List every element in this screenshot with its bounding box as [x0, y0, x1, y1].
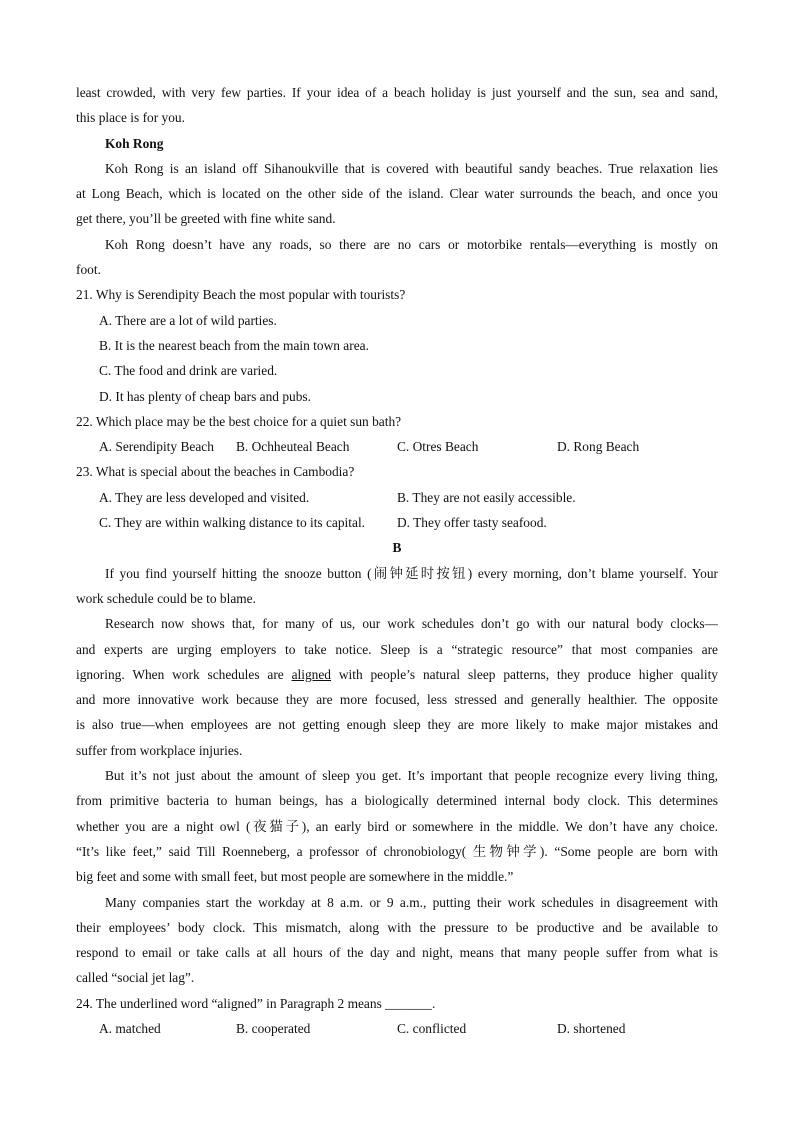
paragraph-line: and more innovative work because they are more focused, less stressed and generally healthier. The opposite — [76, 692, 718, 708]
paragraph-line: “It’s like feet,” said Till Roenneberg, a professor of chronobiology( 生物钟学). “Some people are born with — [76, 843, 718, 859]
paragraph-line: is also true—when employees are not getting enough sleep they are more likely to make major mistakes and — [76, 717, 718, 733]
question-22-options — [76, 434, 718, 459]
question-23-option-a: A. They are less developed and visited. — [99, 489, 310, 505]
paragraph-line: respond to email or take calls at all hours of the day and night, means that many people suffer from what is — [76, 945, 718, 961]
question-24-options — [76, 1016, 718, 1041]
question-24-stem: 24. The underlined word “aligned” in Paragraph 2 means _______. — [76, 995, 436, 1011]
question-24-option-d: D. shortened — [557, 1020, 626, 1036]
question-23-option-c: C. They are within walking distance to its capital. — [99, 515, 366, 531]
passage-a-line: least crowded, with very few parties. If your idea of a beach holiday is just yourself and the sun, sea and sand, — [76, 85, 718, 100]
question-24-option-b: B. cooperated — [236, 1020, 311, 1036]
question-21-stem: 21. Why is Serendipity Beach the most popular with tourists? — [76, 287, 406, 303]
paragraph-line: Many companies start the workday at 8 a.m. or 9 a.m., putting their work schedules in disagreement with — [105, 894, 718, 910]
question-22-option-a: A. Serendipity Beach — [99, 439, 214, 455]
question-22-option-c: C. Otres Beach — [397, 439, 479, 455]
question-24-option-a: A. matched — [99, 1020, 161, 1036]
paragraph-line: Koh Rong is an island off Sihanoukville that is covered with beautiful sandy beaches. True relaxation lies — [105, 160, 718, 176]
paragraph-line: But it’s not just about the amount of sleep you get. It’s important that people recognize every living thing, — [105, 768, 718, 784]
question-22-option-d: D. Rong Beach — [557, 439, 640, 455]
question-22-stem: 22. Which place may be the best choice for a quiet sun bath? — [76, 413, 402, 429]
paragraph-line: called “social jet lag”. — [76, 970, 195, 986]
paragraph-line: Research now shows that, for many of us, our work schedules don’t go with our natural body clocks— — [105, 616, 718, 632]
paragraph-line: work schedule could be to blame. — [76, 590, 256, 606]
paragraph-line: If you find yourself hitting the snooze button (闹钟延时按钮) every morning, don’t blame yourself. Your — [105, 565, 718, 581]
paragraph-line: get there, you’ll be greeted with fine white sand. — [76, 211, 336, 227]
paragraph-line: big feet and some with small feet, but most people are somewhere in the middle.” — [76, 869, 514, 885]
text-segment: with people’s natural sleep patterns, they produce higher quality — [331, 666, 718, 682]
question-21-option-d: D. It has plenty of cheap bars and pubs. — [99, 388, 311, 404]
paragraph-line: whether you are a night owl (夜猫子), an early bird or somewhere in the middle. We don’t have any choice. — [76, 818, 718, 834]
question-21-option-b: B. It is the nearest beach from the main town area. — [99, 337, 369, 353]
paragraph-line: their employees’ body clock. This mismatch, along with the pressure to be productive and be available to — [76, 919, 718, 935]
exam-page — [76, 80, 718, 1041]
paragraph-line — [76, 662, 718, 687]
text-segment: ignoring. When work schedules are — [76, 666, 292, 682]
underlined-word-aligned: aligned — [291, 666, 331, 682]
paragraph-line: foot. — [76, 262, 101, 278]
paragraph-line: and experts are urging employers to take notice. Sleep is a “strategic resource” that most companies are — [76, 641, 718, 657]
question-21-option-a: A. There are a lot of wild parties. — [99, 312, 277, 328]
question-23-option-d: D. They offer tasty seafood. — [397, 515, 547, 531]
paragraph-line: suffer from workplace injuries. — [76, 742, 243, 758]
passage-a-line: this place is for you. — [76, 110, 185, 126]
question-22-option-b: B. Ochheuteal Beach — [236, 439, 350, 455]
question-23-option-b: B. They are not easily accessible. — [397, 489, 576, 505]
question-24-option-c: C. conflicted — [397, 1020, 467, 1036]
question-23-stem: 23. What is special about the beaches in Cambodia? — [76, 464, 355, 480]
question-23-options-row-2 — [76, 510, 718, 535]
paragraph-line: from primitive bacteria to human beings, has a biologically determined internal body clock. This determines — [76, 793, 718, 809]
section-b-title: B — [392, 540, 402, 556]
paragraph-line: Koh Rong doesn’t have any roads, so there are no cars or motorbike rentals—everything is mostly on — [105, 236, 718, 252]
question-21-option-c: C. The food and drink are varied. — [99, 363, 278, 379]
paragraph-line: at Long Beach, which is located on the other side of the island. Clear water surrounds the beach, and once you — [76, 186, 718, 202]
section-heading-koh-rong: Koh Rong — [105, 135, 164, 151]
question-23-options-row-1 — [76, 485, 718, 510]
